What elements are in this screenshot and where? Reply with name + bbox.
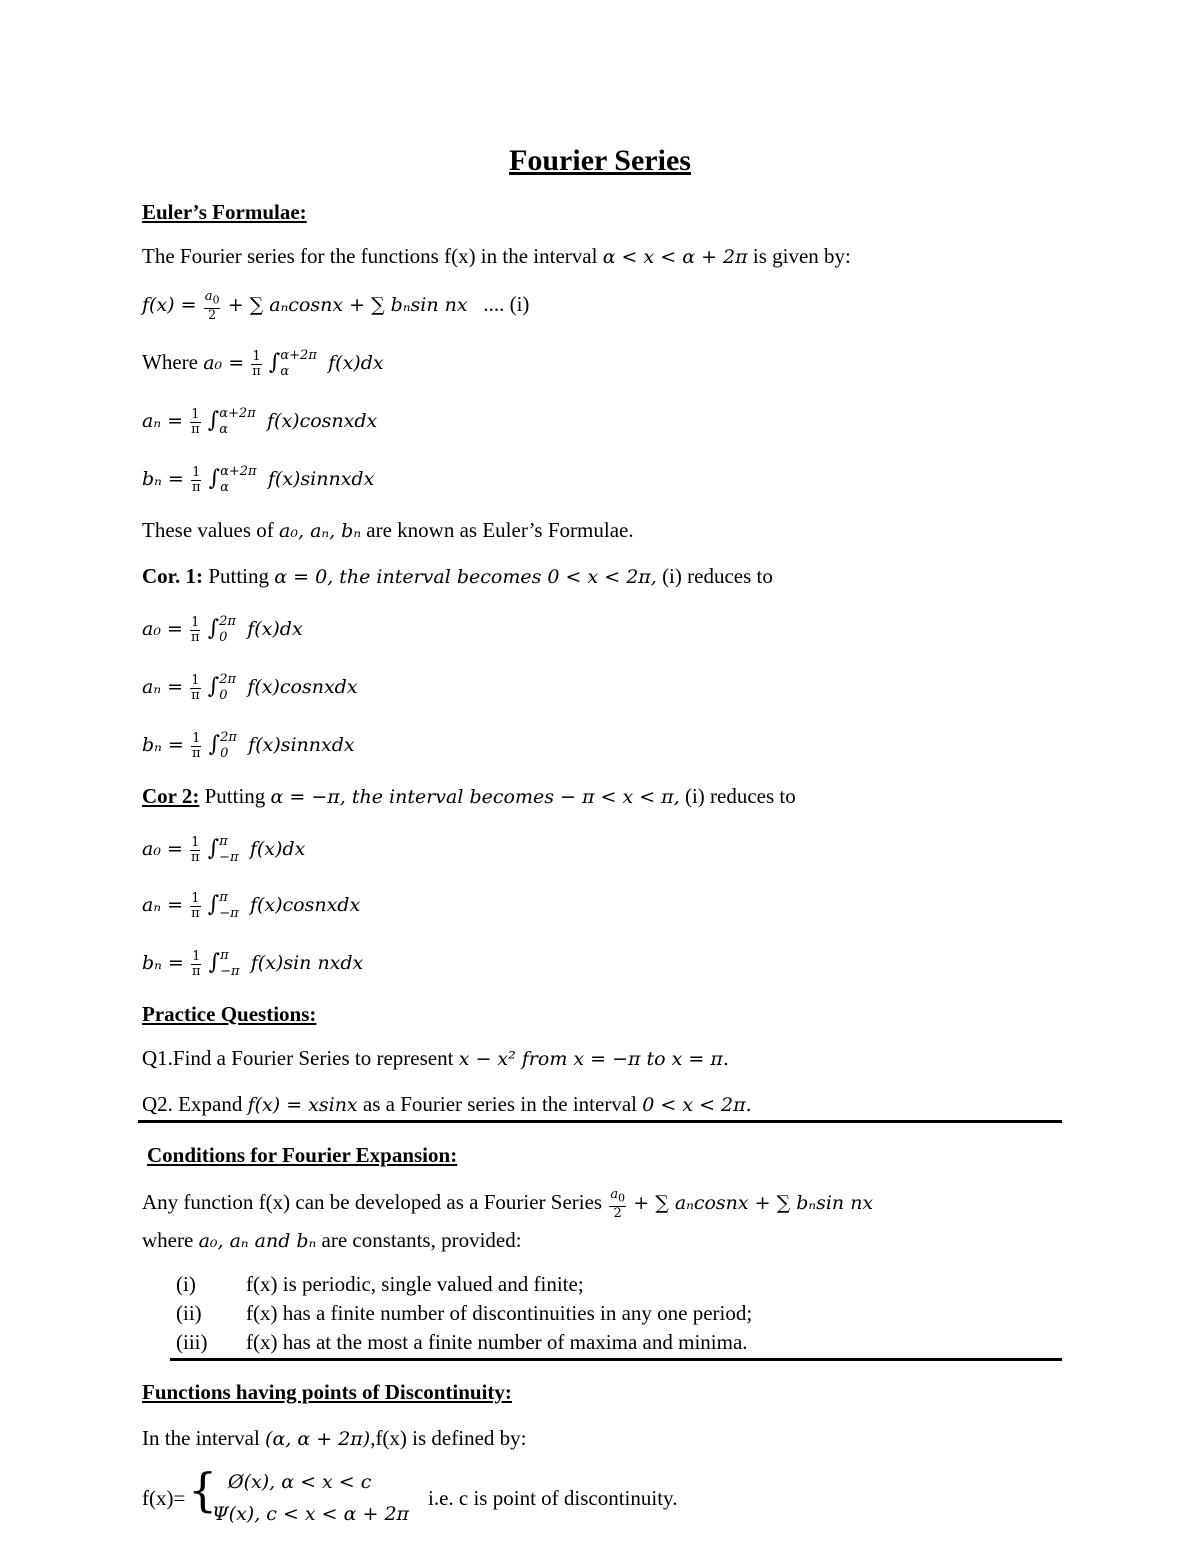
fx-label: f(x)= [142, 1486, 186, 1510]
fraction-denominator: π [252, 363, 261, 379]
lower-limit: α [220, 480, 229, 496]
conditions-line1-text: Any function f(x) can be developed as a Fourier Series [142, 1190, 603, 1215]
q2-math-interval: 0 < x < 2π. [642, 1094, 752, 1116]
upper-limit: 2π [220, 730, 237, 746]
fraction-numerator: 1 [191, 834, 200, 850]
integral-limits [219, 890, 238, 922]
integrand: f(x)sin nxdx [250, 952, 364, 974]
upper-limit: 2π [219, 672, 237, 688]
series-formula [142, 290, 529, 323]
integral-sign: ∫ [207, 892, 220, 917]
an-lhs: aₙ = [142, 676, 183, 698]
condition-item-text: f(x) has a finite number of discontinuities in any one period; [246, 1301, 753, 1325]
fraction-numerator: 1 [192, 948, 201, 964]
integral-sign: ∫ [207, 408, 220, 433]
q1-text: Q1.Find a Fourier Series to represent [142, 1046, 454, 1070]
upper-limit: α+2π [220, 464, 257, 480]
cor1-an-formula [142, 672, 358, 704]
integral-sign: ∫ [268, 350, 281, 375]
fraction-numerator: 1 [252, 348, 261, 364]
cor2-label: Cor 2: [142, 784, 200, 808]
integral-limits [219, 834, 238, 866]
where-label: Where [142, 350, 198, 374]
euler-intro [142, 242, 851, 271]
fraction-denominator: π [191, 479, 201, 495]
euler-known-line [142, 516, 634, 545]
series-lhs: f(x) = [142, 294, 197, 317]
fraction-denominator: π [191, 849, 200, 865]
page-title: Fourier Series [509, 144, 691, 177]
bn-lhs: bₙ = [142, 734, 184, 756]
fraction-denominator: π [191, 629, 200, 645]
integral-sign: ∫ [208, 732, 221, 757]
integrand: f(x)sinnxdx [267, 468, 375, 490]
known-post: are known as Euler’s Formulae. [366, 518, 634, 542]
a0-lhs: a₀ = [142, 838, 183, 860]
fraction-denominator: 2 [207, 307, 217, 323]
practice-q2 [142, 1090, 752, 1119]
integral-sign: ∫ [207, 616, 220, 641]
conditions-line2-post: are constants, provided: [321, 1228, 522, 1252]
piecewise-case-2: Ψ(x), c < x < α + 2π [212, 1503, 410, 1525]
fraction-denominator: π [191, 745, 201, 761]
lower-limit: −π [219, 850, 239, 866]
cor2-bn-formula [142, 948, 363, 980]
lower-limit: 0 [219, 630, 228, 646]
fraction-numerator: 1 [191, 406, 200, 422]
fraction-denominator: π [191, 687, 200, 703]
fraction-numerator: 1 [191, 672, 200, 688]
integrand: f(x)dx [249, 838, 306, 860]
one-over-pi-fraction [190, 674, 200, 703]
q1-math: x − x² from x = −π to x = π. [458, 1048, 729, 1070]
upper-limit: α+2π [280, 348, 317, 364]
upper-limit: π [219, 890, 228, 906]
integral-sign: ∫ [207, 836, 220, 861]
integrand: f(x)sinnxdx [248, 734, 355, 756]
an-lhs: aₙ = [142, 410, 183, 432]
one-over-pi-fraction [190, 892, 200, 921]
fraction-denominator: π [191, 421, 200, 437]
fraction-denominator: 2 [613, 1205, 622, 1221]
cor2-math: α = −π, the interval becomes − π < x < π, [270, 786, 680, 808]
an-lhs: aₙ = [142, 894, 183, 916]
integrand: f(x)cosnxdx [249, 894, 361, 916]
one-over-pi-fraction [251, 350, 261, 379]
integral-limits [220, 730, 237, 762]
cor2-a0-formula [142, 834, 305, 866]
integral-sign: ∫ [208, 466, 221, 491]
euler-bn-formula [142, 464, 374, 496]
conditions-line2-math: a₀, aₙ and bₙ [198, 1230, 317, 1252]
integral-limits [219, 614, 236, 646]
a0-lhs: a₀ = [203, 352, 245, 374]
integrand: f(x)cosnxdx [267, 410, 378, 432]
fraction-numerator: a [204, 289, 213, 304]
conditions-heading: Conditions for Fourier Expansion: [147, 1143, 458, 1167]
series-sums: + ∑ aₙcosnx + ∑ bₙsin nx [227, 294, 468, 317]
known-math: a₀, aₙ, bₙ [279, 520, 362, 542]
integral-sign: ∫ [207, 674, 220, 699]
one-over-pi-fraction [191, 466, 201, 495]
integrand: f(x)dx [328, 352, 384, 374]
euler-a0-formula [142, 348, 384, 380]
euler-intro-math: α < x < α + 2π [602, 246, 748, 268]
integrand: f(x)dx [247, 618, 303, 640]
lower-limit: α [219, 422, 229, 438]
one-over-pi-fraction [191, 732, 201, 761]
condition-item-num: (i) [176, 1272, 196, 1296]
cor1-line [142, 562, 773, 591]
fraction-numerator: 1 [191, 614, 200, 630]
upper-limit: α+2π [219, 406, 256, 422]
cor1-text-pre: Putting [208, 564, 269, 588]
one-over-pi-fraction [191, 950, 201, 979]
euler-an-formula [142, 406, 377, 438]
known-pre: These values of [142, 518, 274, 542]
discontinuity-intro-pre: In the interval [142, 1426, 260, 1450]
q2-text-mid: as a Fourier series in the interval [362, 1092, 637, 1116]
series-tag: .... (i) [483, 292, 530, 317]
a0-over-2-fraction [204, 290, 221, 323]
one-over-pi-fraction [190, 408, 200, 437]
fraction-numerator: 1 [191, 890, 200, 906]
condition-item-text: f(x) is periodic, single valued and finite; [246, 1272, 584, 1296]
integrand: f(x)cosnxdx [247, 676, 358, 698]
a0-over-2-fraction [609, 1188, 626, 1221]
curly-brace: { [188, 1463, 218, 1517]
fraction-subscript: 0 [618, 1191, 625, 1205]
discontinuity-intro-math: (α, α + 2π) [265, 1428, 371, 1450]
integral-limits [280, 348, 317, 380]
fraction-numerator: 1 [192, 730, 201, 746]
conditions-line2-pre: where [142, 1228, 194, 1252]
cor1-math: α = 0, the interval becomes 0 < x < 2π, [274, 566, 657, 588]
q2-math: f(x) = xsinx [247, 1094, 358, 1116]
condition-item-num: (iii) [176, 1330, 208, 1354]
fraction-subscript: 0 [212, 293, 220, 307]
practice-q1 [142, 1044, 729, 1073]
cor2-line [142, 782, 796, 811]
discontinuity-intro [142, 1424, 526, 1453]
integral-limits [219, 672, 236, 704]
fraction-numerator: a [610, 1187, 619, 1202]
discontinuity-note: i.e. c is point of discontinuity. [428, 1486, 678, 1510]
lower-limit: 0 [219, 688, 228, 704]
bn-lhs: bₙ = [142, 952, 184, 974]
section-divider [170, 1358, 1062, 1361]
cor2-text-post: (i) reduces to [684, 784, 796, 808]
cor1-bn-formula [142, 730, 355, 762]
upper-limit: 2π [219, 614, 236, 630]
fraction-denominator: π [191, 963, 201, 979]
integral-limits [220, 464, 257, 496]
practice-heading: Practice Questions: [142, 1002, 317, 1026]
euler-intro-end: is given by: [752, 244, 851, 268]
q2-text-pre: Q2. Expand [142, 1092, 243, 1116]
cor1-a0-formula [142, 614, 303, 646]
one-over-pi-fraction [190, 616, 200, 645]
integral-limits [220, 948, 239, 980]
fraction-denominator: π [191, 905, 200, 921]
cor1-text-post: (i) reduces to [662, 564, 773, 588]
lower-limit: −π [219, 906, 239, 922]
discontinuity-intro-post: ,f(x) is defined by: [370, 1426, 527, 1450]
integral-sign: ∫ [208, 950, 221, 975]
lower-limit: −π [220, 964, 240, 980]
condition-item-num: (ii) [176, 1301, 202, 1325]
a0-lhs: a₀ = [142, 618, 183, 640]
bn-lhs: bₙ = [142, 468, 184, 490]
euler-heading: Euler’s Formulae: [142, 200, 307, 224]
conditions-line1 [142, 1188, 873, 1221]
fraction-numerator: 1 [192, 464, 201, 480]
lower-limit: 0 [220, 746, 229, 762]
upper-limit: π [220, 948, 229, 964]
cor1-label: Cor. 1: [142, 564, 204, 588]
piecewise-case-1: Ø(x), α < x < c [228, 1471, 372, 1493]
euler-intro-text: The Fourier series for the functions f(x) in the interval [142, 244, 598, 268]
cor2-an-formula [142, 890, 360, 922]
one-over-pi-fraction [190, 836, 200, 865]
lower-limit: α [280, 364, 290, 380]
condition-item-text: f(x) has at the most a finite number of maxima and minima. [246, 1330, 748, 1354]
section-divider [138, 1120, 1062, 1123]
discontinuity-heading: Functions having points of Discontinuity: [142, 1380, 512, 1404]
conditions-series-math: + ∑ aₙcosnx + ∑ bₙsin nx [633, 1192, 874, 1215]
integral-limits [219, 406, 256, 438]
conditions-line2 [142, 1226, 522, 1255]
cor2-text-pre: Putting [204, 784, 266, 808]
upper-limit: π [219, 834, 228, 850]
